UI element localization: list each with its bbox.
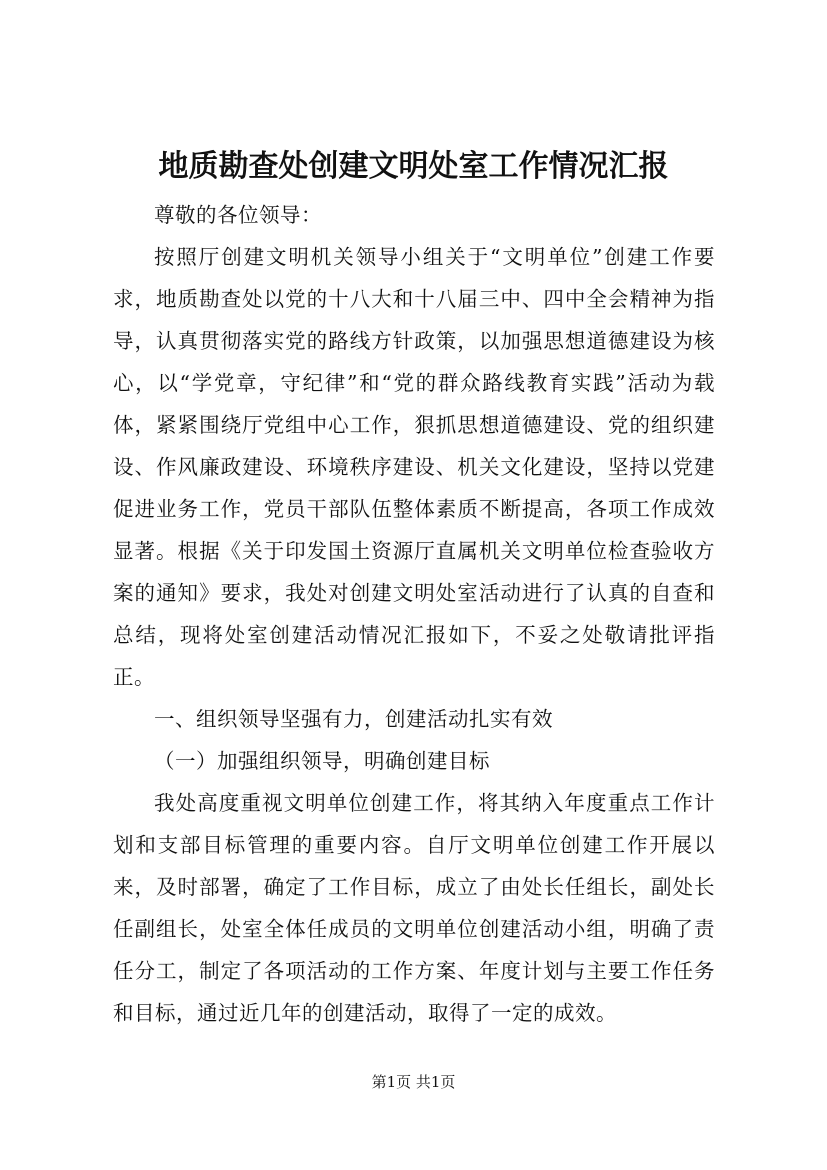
document-body <box>113 194 715 1034</box>
section-heading: 一、组织领导坚强有力，创建活动扎实有效 <box>154 707 553 731</box>
page-footer: 第1页 共1页 <box>371 1073 456 1091</box>
paragraph-organization: 我处高度重视文明单位创建工作，将其纳入年度重点工作计划和支部目标管理的重要内容。自厅文明单位创建工作开展以来，及时部署，确定了工作目标，成立了由处长任组长，副处长任副组长，处室全体任成员的文明单位创建活动小组，明确了责任分工，制定了各项活动的工作方案、年度计划与主要工作任务和目标，通过近几年的创建活动，取得了一定的成效。 <box>113 791 715 1025</box>
subsection-heading: （一）加强组织领导，明确创建目标 <box>154 749 490 773</box>
salutation: 尊敬的各位领导： <box>154 203 322 227</box>
document-title: 地质勘查处创建文明处室工作情况汇报 <box>158 149 669 184</box>
paragraph-intro: 按照厅创建文明机关领导小组关于“文明单位”创建工作要求，地质勘查处以党的十八大和十八届三中、四中全会精神为指导，认真贯彻落实党的路线方针政策，以加强思想道德建设为核心，以“学党章，守纪律”和“党的群众路线教育实践”活动为载体，紧紧围绕厅党组中心工作，狠抓思想道德建设、党的组织建设、作风廉政建设、环境秩序建设、机关文化建设，坚持以党建促进业务工作，党员干部队伍整体素质不断提高，各项工作成效显著。根据《关于印发国土资源厅直属机关文明单位检查验收方案的通知》要求，我处对创建文明处室活动进行了认真的自查和总结，现将处室创建活动情况汇报如下，不妥之处敬请批评指正。 <box>113 245 715 689</box>
